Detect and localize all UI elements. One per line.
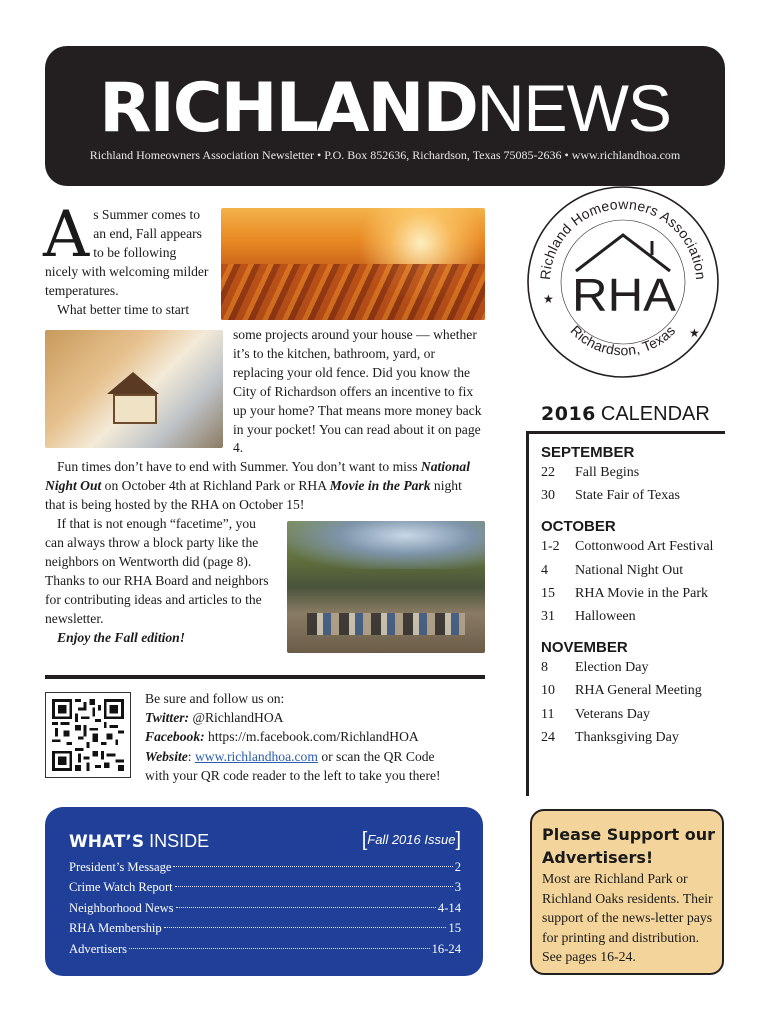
toc-leader [176, 907, 436, 908]
block-party-photo [287, 521, 485, 653]
calendar-event [541, 461, 725, 484]
calendar-event [541, 679, 725, 702]
event-name: Fall Begins [575, 465, 640, 480]
event-date: 4 [541, 562, 548, 578]
toc-page: 15 [448, 921, 461, 936]
issue-label [362, 829, 461, 852]
seal-top-text: Richland Homeowners Association [536, 195, 710, 281]
qr-code-graphic [52, 699, 124, 771]
calendar-event [541, 535, 725, 558]
masthead [45, 46, 725, 186]
event-name: RHA General Meeting [575, 683, 702, 699]
event-name: Cottonwood Art Festival [575, 539, 714, 555]
star-icon: ★ [543, 292, 554, 306]
intro-paragraph-4 [45, 515, 485, 628]
autumn-leaves-photo [221, 208, 485, 320]
qr-instruction-line: with your QR code reader to the left to take you there! [145, 767, 441, 783]
event-date: 31 [541, 609, 555, 625]
intro-paragraph-2 [45, 301, 485, 459]
whats-inside-bold: WHAT’S [69, 832, 145, 852]
toc-label: RHA Membership [69, 921, 162, 936]
calendar-event [541, 703, 725, 726]
website-line [145, 747, 485, 766]
event-name: RHA Movie in the Park [575, 585, 708, 601]
calendar-event [541, 726, 725, 749]
intro-closing: Enjoy the Fall edition! [57, 629, 186, 645]
toc-page: 4-14 [437, 900, 461, 915]
event-date: 24 [541, 729, 555, 745]
seal-bottom-text: Richardson, Texas [567, 322, 679, 359]
movie-in-the-park-text: Movie in the Park [329, 478, 431, 494]
event-date: 1-2 [541, 539, 560, 555]
calendar-event [541, 484, 725, 507]
star-icon: ★ [689, 326, 700, 340]
calendar-event [541, 559, 725, 582]
facebook-label: Facebook: [145, 729, 205, 745]
table-of-contents [69, 857, 461, 959]
event-name: Thanksgiving Day [575, 729, 679, 745]
intro-p3-text-2: on October 4th at Richland Park or RHA [101, 478, 330, 494]
masthead-tagline: Richland Homeowners Association Newsletter • P.O. Box 852636, Richardson, Texas 75085-2636 • www.richlandhoa.com [89, 148, 681, 162]
toc-leader [129, 948, 430, 949]
support-body: Most are Richland Park or Richland Oaks residents. Their support of the news-letter pays for printing and distribution. See pages 16-24. [542, 871, 713, 964]
toc-leader [164, 927, 447, 928]
intro-paragraph-3 [45, 458, 485, 515]
whats-inside-box [45, 807, 483, 976]
website-label: Website [145, 748, 188, 764]
website-tail: or scan the QR Code [317, 748, 435, 764]
toc-label: Neighborhood News [69, 900, 174, 915]
section-divider [45, 675, 485, 679]
intro-paragraph-1: s Summer comes to an end, Fall appears to be following nicely with welcoming milder temperatures. [45, 207, 209, 298]
calendar-title [541, 403, 710, 426]
event-date: 8 [541, 660, 548, 676]
issue-bracket-open: [ [361, 829, 368, 851]
drop-cap: A [43, 198, 90, 272]
calendar-rule-side [526, 431, 529, 796]
rha-seal-logo [524, 183, 722, 381]
month-heading: OCTOBER [541, 518, 616, 536]
event-date: 15 [541, 585, 555, 601]
event-date: 30 [541, 488, 555, 504]
website-link[interactable]: www.richlandhoa.com [194, 748, 318, 764]
event-date: 22 [541, 465, 555, 480]
title-bold: RICHLAND [99, 69, 477, 148]
qr-code-icon[interactable] [45, 692, 131, 778]
title-light: NEWS [476, 71, 671, 145]
toc-page: 16-24 [431, 941, 461, 956]
calendar-word: CALENDAR [600, 403, 710, 425]
toc-page: 3 [454, 880, 461, 895]
toc-label: Crime Watch Report [69, 880, 173, 895]
support-heading: Please Support our Advertisers! [542, 825, 715, 867]
social-follow [145, 689, 485, 785]
intro-paragraph-4-text: If that is not enough “facetime”, you can always throw a block party like the neighbors on Wentworth did (page 8). Thanks to our RHA Board and neighbors for contributing ideas and articles to the newsletter. [45, 516, 269, 626]
svg-text:Richardson, Texas [568, 322, 679, 358]
twitter-label: Twitter: [145, 710, 190, 726]
whats-inside-light: INSIDE [144, 831, 210, 851]
calendar-rule-top [527, 431, 725, 434]
toc-item[interactable] [69, 877, 461, 897]
calendar-list [541, 444, 725, 749]
calendar-event [541, 656, 725, 679]
event-name: National Night Out [575, 562, 684, 578]
intro-paragraph-2-text: What better time to start some projects around your house — whether it’s to the kitchen, bathroom, yard, or replacing your old fence. Did you know the City of Richardson offers an incentive to fix up your home? That means more money back in your pocket! You can read about it on page 4. [57, 301, 482, 456]
website-colon: : [187, 748, 195, 764]
toc-page: 2 [454, 860, 461, 874]
calendar-event [541, 582, 725, 605]
issue-text: Fall 2016 Issue [367, 832, 456, 847]
facebook-url: https://m.facebook.com/RichlandHOA [204, 729, 419, 745]
toc-label: Advertisers [69, 941, 128, 956]
month-heading: SEPTEMBER [541, 444, 635, 461]
event-name: Veterans Day [575, 706, 651, 722]
month-heading: NOVEMBER [541, 639, 628, 657]
follow-line: Be sure and follow us on: [145, 691, 285, 706]
event-name: Halloween [575, 609, 636, 625]
facebook-line [145, 727, 485, 746]
whats-inside-heading [69, 831, 209, 852]
toc-item[interactable] [69, 857, 461, 877]
toc-item[interactable] [69, 898, 461, 918]
twitter-line [145, 708, 485, 727]
national-night-out-text: National Night Out [45, 459, 471, 494]
calendar-event [541, 605, 725, 628]
twitter-handle: @RichlandHOA [189, 710, 284, 726]
toc-leader [175, 886, 453, 887]
intro-p3-text: Fun times don’t have to end with Summer. You don’t want to miss [57, 459, 421, 475]
event-date: 10 [541, 683, 555, 699]
event-name: State Fair of Texas [575, 488, 680, 504]
home-improvement-photo [45, 330, 223, 448]
support-advertisers-box [530, 809, 724, 975]
intro-article [43, 198, 485, 657]
toc-label: President’s Message [69, 860, 172, 874]
seal-center-text: RHA [572, 269, 677, 321]
event-name: Election Day [575, 660, 649, 676]
toc-item[interactable] [69, 939, 461, 959]
toc-item[interactable] [69, 918, 461, 938]
toc-leader [173, 866, 452, 867]
issue-bracket-close: ] [455, 829, 461, 851]
calendar-year: 2016 [541, 403, 596, 425]
intro-p3-text-3: night that is being hosted by the RHA on October 15! [45, 478, 462, 513]
event-date: 11 [541, 706, 555, 722]
